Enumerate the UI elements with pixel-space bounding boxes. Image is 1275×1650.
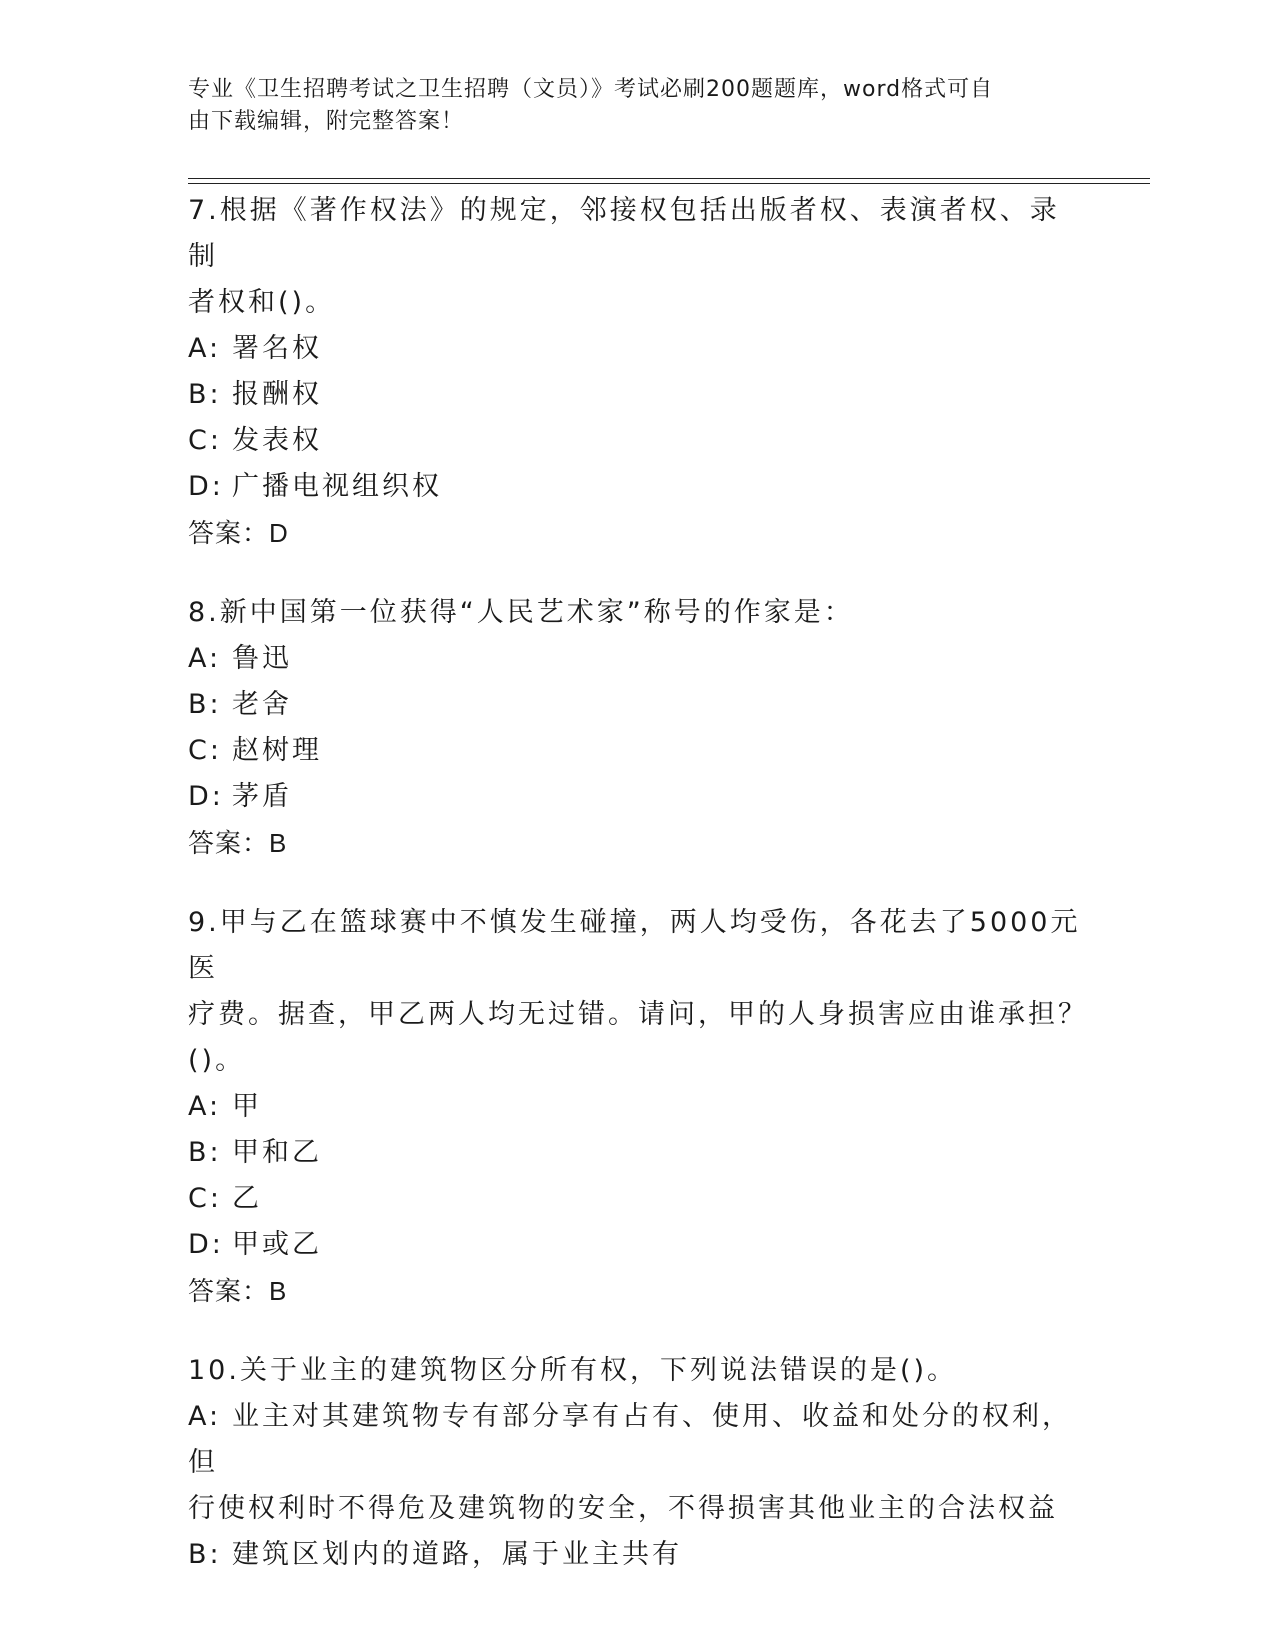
option-text: 署名权 [232, 333, 322, 364]
question-8 [188, 590, 1088, 866]
option-letter: B: [188, 689, 222, 720]
option-b [188, 1130, 1088, 1176]
option-letter: D: [188, 781, 224, 812]
question-stem-line: 9.甲与乙在篮球赛中不慎发生碰撞，两人均受伤，各花去了5000元医 [188, 907, 1081, 984]
question-stem-line: 7.根据《著作权法》的规定，邻接权包括出版者权、表演者权、录制 [188, 195, 1060, 272]
option-letter: B: [188, 379, 222, 410]
option-letter: D: [188, 471, 224, 502]
option-c [188, 418, 1088, 464]
header-divider-top [188, 178, 1150, 179]
option-letter: B: [188, 1137, 222, 1168]
header-divider-bottom [188, 183, 1150, 184]
option-a [188, 1084, 1088, 1130]
option-text: 发表权 [232, 425, 322, 456]
option-d [188, 1222, 1088, 1268]
question-10 [188, 1348, 1088, 1578]
option-d [188, 464, 1088, 510]
option-text: 甲和乙 [232, 1137, 322, 1168]
option-text: 赵树理 [232, 735, 322, 766]
option-text: 老舍 [232, 689, 292, 720]
option-text: 甲 [232, 1091, 262, 1122]
option-a-continuation: 行使权利时不得危及建筑物的安全，不得损害其他业主的合法权益 [188, 1493, 1058, 1524]
question-7 [188, 188, 1088, 556]
option-letter: A: [188, 643, 222, 674]
option-text: 报酬权 [232, 379, 322, 410]
question-stem-line: 8.新中国第一位获得“人民艺术家”称号的作家是： [188, 597, 854, 628]
option-b [188, 682, 1088, 728]
option-b [188, 372, 1088, 418]
option-letter: A: [188, 1401, 222, 1432]
option-letter: B: [188, 1539, 222, 1570]
question-stem-line: 者权和()。 [188, 287, 336, 318]
option-text: 业主对其建筑物专有部分享有占有、使用、收益和处分的权利，但 [188, 1401, 1072, 1478]
question-list [188, 188, 1088, 1612]
option-c [188, 1176, 1088, 1222]
option-letter: A: [188, 1091, 222, 1122]
answer-line: 答案：B [188, 1276, 288, 1306]
option-a [188, 326, 1088, 372]
question-stem-line: 疗费。据查，甲乙两人均无过错。请问，甲的人身损害应由谁承担？ [188, 999, 1088, 1030]
document-header [188, 74, 1088, 138]
option-text: 甲或乙 [232, 1229, 322, 1260]
option-text: 乙 [232, 1183, 262, 1214]
option-b [188, 1532, 1088, 1578]
header-line-2: 由下载编辑，附完整答案！ [188, 109, 465, 134]
option-letter: C: [188, 1183, 222, 1214]
option-text: 建筑区划内的道路，属于业主共有 [232, 1539, 682, 1570]
option-letter: A: [188, 333, 222, 364]
answer-line: 答案：D [188, 518, 289, 548]
option-text: 茅盾 [232, 781, 292, 812]
option-c [188, 728, 1088, 774]
option-text: 鲁迅 [232, 643, 292, 674]
question-9 [188, 900, 1088, 1314]
question-stem-line: ()。 [188, 1045, 246, 1076]
option-letter: C: [188, 735, 222, 766]
option-letter: D: [188, 1229, 224, 1260]
option-a [188, 636, 1088, 682]
option-d [188, 774, 1088, 820]
option-text: 广播电视组织权 [232, 471, 442, 502]
question-stem-line: 10.关于业主的建筑物区分所有权，下列说法错误的是()。 [188, 1355, 958, 1386]
header-line-1: 专业《卫生招聘考试之卫生招聘（文员）》考试必刷200题题库，word格式可自 [188, 77, 994, 102]
option-a [188, 1394, 1088, 1486]
option-letter: C: [188, 425, 222, 456]
answer-line: 答案：B [188, 828, 288, 858]
